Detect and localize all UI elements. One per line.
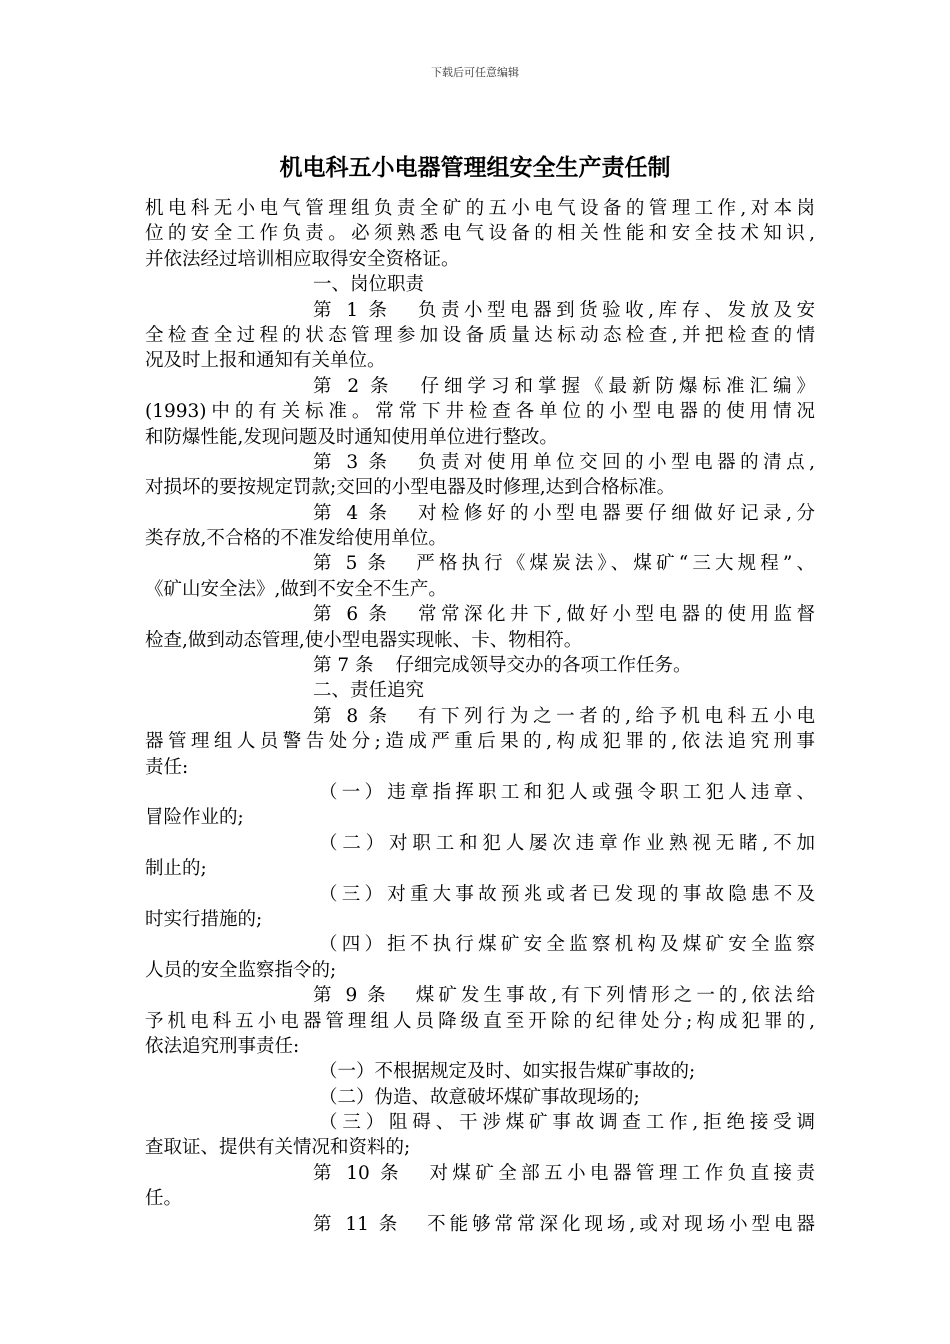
article-line: 器管理组人员警告处分;造成严重后果的,构成犯罪的,依法追究刑事 xyxy=(145,731,815,753)
list-item: （三）对重大事故预兆或者已发现的事故隐患不及 xyxy=(319,883,815,905)
list-item-continuation: 制止的; xyxy=(145,858,207,880)
article-line: (1993)中的有关标准。常常下井检查各单位的小型电器的使用情况 xyxy=(145,401,815,423)
article-line: 和防爆性能,发现问题及时通知使用单位进行整改。 xyxy=(145,426,558,448)
list-item-continuation: 冒险作业的; xyxy=(145,807,244,829)
article-line: 类存放,不合格的不准发给使用单位。 xyxy=(145,528,447,550)
article-number: 第 10 条 xyxy=(313,1162,404,1184)
article-first-line: 第 11 条 不能够常常深化现场,或对现场小型电器 xyxy=(313,1213,815,1235)
article-number: 第 6 条 xyxy=(313,604,392,626)
article-line: 全检查全过程的状态管理参加设备质量达标动态检查,并把检查的情 xyxy=(145,324,815,346)
list-item-continuation: 查取证、提供有关情况和资料的; xyxy=(145,1137,411,1159)
intro-line: 并依法经过培训相应取得安全资格证。 xyxy=(145,248,460,270)
article-first-line: 第 9 条 煤矿发生事故,有下列情形之一的,依法给 xyxy=(313,985,815,1007)
document-title: 机电科五小电器管理组安全生产责任制 xyxy=(279,154,671,181)
article-line: 依法追究刑事责任: xyxy=(145,1035,300,1057)
list-item: （二）伪造、故意破坏煤矿事故现场的; xyxy=(319,1086,640,1108)
list-item: （二）对职工和犯人屡次违章作业熟视无睹,不加 xyxy=(319,832,815,854)
article-number: 第 11 条 xyxy=(313,1213,402,1235)
intro-line: 位的安全工作负责。必须熟悉电气设备的相关性能和安全技术知识, xyxy=(145,223,815,245)
article-line: 任。 xyxy=(145,1188,183,1210)
article-number: 第 4 条 xyxy=(313,502,392,524)
article-line: 《矿山安全法》,做到不安全不生产。 xyxy=(145,578,447,600)
article-number: 第 7 条 xyxy=(313,655,374,677)
list-item: （一）违章指挥职工和犯人或强令职工犯人违章、 xyxy=(319,781,815,803)
article-first-line: 第 3 条 负责对使用单位交回的小型电器的清点, xyxy=(313,451,815,473)
document-body xyxy=(145,196,815,1237)
article-line: 予机电科五小电器管理组人员降级直至开除的纪律处分;构成犯罪的, xyxy=(145,1010,815,1032)
intro-line: 机电科无小电气管理组负责全矿的五小电气设备的管理工作,对本岗 xyxy=(145,198,815,219)
list-item: （四）拒不执行煤矿安全监察机构及煤矿安全监察 xyxy=(319,934,815,956)
article-first-line: 第 5 条 严格执行《煤炭法》、煤矿“三大规程”、 xyxy=(313,553,815,575)
article-line: 检查,做到动态管理,使小型电器实现帐、卡、物相符。 xyxy=(145,629,583,651)
section-heading-accountability: 二、责任追究 xyxy=(313,680,425,702)
page-header: 下载后可任意编辑 xyxy=(431,66,519,79)
list-item: （一）不根据规定及时、如实报告煤矿事故的; xyxy=(319,1061,696,1083)
article-line: 责任: xyxy=(145,756,189,778)
article-number: 第 8 条 xyxy=(313,705,392,727)
article-first-line: 第 4 条 对检修好的小型电器要仔细做好记录,分 xyxy=(313,502,815,524)
article-first-line: 第 2 条 仔细学习和掌握《最新防爆标准汇编》 xyxy=(313,375,815,397)
list-item: （三）阻碍、干涉煤矿事故调查工作,拒绝接受调 xyxy=(319,1112,815,1134)
section-heading-duties: 一、岗位职责 xyxy=(313,274,425,296)
article-number: 第 9 条 xyxy=(313,985,390,1007)
list-item-continuation: 人员的安全监察指令的; xyxy=(145,959,337,981)
article-first-line: 第 7 条 仔细完成领导交办的各项工作任务。 xyxy=(313,655,692,677)
article-number: 第 3 条 xyxy=(313,451,392,473)
article-line: 况及时上报和通知有关单位。 xyxy=(145,350,386,372)
article-line: 对损坏的要按规定罚款;交回的小型电器及时修理,达到合格标准。 xyxy=(145,477,676,499)
article-number: 第 1 条 xyxy=(313,299,392,321)
article-first-line: 第 8 条 有下列行为之一者的,给予机电科五小电 xyxy=(313,705,815,727)
article-first-line: 第 1 条 负责小型电器到货验收,库存、发放及安 xyxy=(313,299,815,321)
list-item-continuation: 时实行措施的; xyxy=(145,908,263,930)
article-first-line: 第 6 条 常常深化井下,做好小型电器的使用监督 xyxy=(313,604,815,626)
article-first-line: 第 10 条 对煤矿全部五小电器管理工作负直接责 xyxy=(313,1162,815,1184)
article-number: 第 5 条 xyxy=(313,553,391,575)
article-number: 第 2 条 xyxy=(313,375,394,397)
